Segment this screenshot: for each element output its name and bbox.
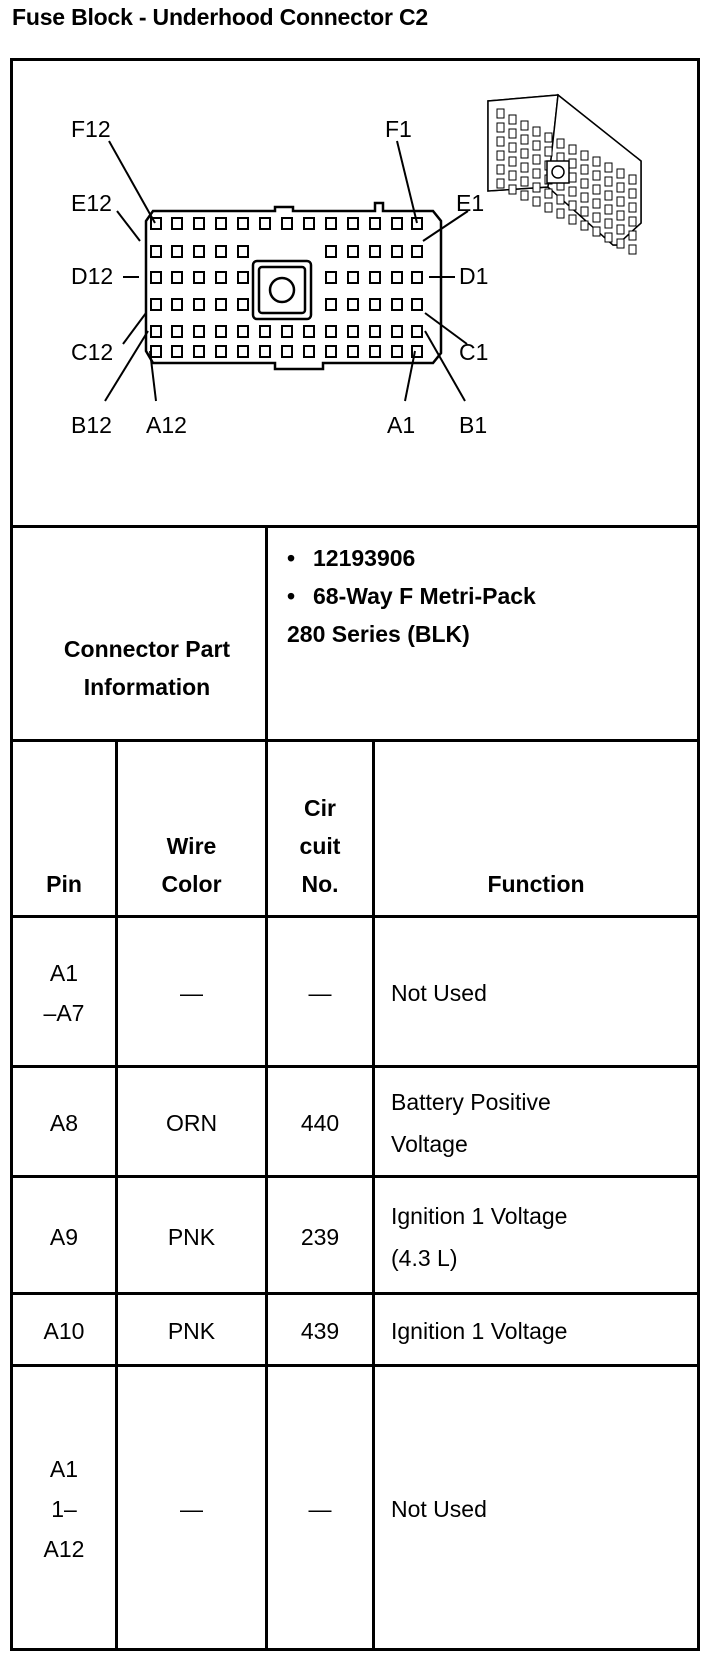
iso-pin-socket [569,215,576,224]
iso-pin-socket [569,159,576,168]
pin-socket [282,326,292,337]
iso-pin-socket [629,217,636,226]
pin-socket [392,346,402,357]
pin-socket [172,246,182,257]
pin-socket [172,299,182,310]
pin-socket [304,346,314,357]
function-line: Ignition 1 Voltage [391,1202,568,1229]
wire-color-value: PNK [167,1223,216,1250]
label-b12: B12 [71,412,112,438]
pin-socket [216,246,226,257]
pin-socket [194,346,204,357]
function-cell [375,1178,697,1295]
connector-document-frame [10,58,700,1651]
col-divider-3 [372,739,375,1651]
iso-pin-socket [617,225,624,234]
iso-pin-socket [569,187,576,196]
col-header-circuit-no [268,742,372,915]
circuit-cell [268,1068,372,1178]
iso-pin-socket [557,209,564,218]
pin-socket [326,246,336,257]
function-line: Voltage [391,1131,468,1157]
iso-pin-socket [557,195,564,204]
connector-face-diagram [13,61,697,551]
pin-socket [172,272,182,283]
iso-pin-socket [617,197,624,206]
pin-socket [412,272,422,283]
pin-socket [260,346,270,357]
iso-pin-socket [581,165,588,174]
label-e1: E1 [456,190,485,216]
label-f12: F12 [71,116,111,142]
iso-pin-socket [581,207,588,216]
pin-socket [151,326,161,337]
iso-pin-socket [605,191,612,200]
pin-socket [238,246,248,257]
iso-pin-socket [617,183,624,192]
pin-socket [326,346,336,357]
pin-cell [13,1367,115,1651]
col-header-cir-line3: No. [301,871,339,897]
pin-socket [172,218,182,229]
pin-socket [282,218,292,229]
wire-color-cell [118,1367,265,1651]
circuit-value: 239 [300,1223,340,1250]
function-line: Not Used [391,1496,487,1522]
connector-description-line2: 280 Series (BLK) [287,621,470,647]
iso-pin-socket [557,139,564,148]
pin-socket [370,346,380,357]
label-a12: A12 [146,412,187,438]
pin-line: A10 [43,1318,85,1344]
iso-pin-socket [617,169,624,178]
diagram-divider [13,525,697,528]
connector-housing [146,203,441,369]
col-header-pin [13,742,115,915]
function-line: (4.3 L) [391,1244,458,1271]
circuit-cell [268,1178,372,1295]
pin-socket [304,326,314,337]
pin-socket [348,246,358,257]
pin-socket [194,218,204,229]
iso-pin-socket [629,175,636,184]
iso-pin-socket [533,155,540,164]
iso-pin-socket [521,135,528,144]
iso-pin-socket [497,123,504,132]
pin-socket [282,346,292,357]
iso-pin-socket [509,157,516,166]
pin-socket [238,346,248,357]
iso-pin-socket [605,177,612,186]
circuit-value: 439 [300,1318,340,1344]
connector-pin-grid [151,218,422,357]
pin-socket [348,299,358,310]
label-b1: B1 [459,412,488,438]
label-f1: F1 [385,116,412,142]
iso-pin-socket [509,143,516,152]
wire-color-cell [118,1295,265,1367]
pin-line: A12 [43,1536,85,1562]
function-cell [375,1068,697,1178]
iso-pin-socket [605,219,612,228]
connector-info-label-line1: Connector Part [63,636,231,662]
label-d12: D12 [71,263,114,289]
iso-pin-socket [533,197,540,206]
iso-pin-socket [509,171,516,180]
col-divider-1 [115,739,118,1651]
pin-socket [326,299,336,310]
pin-socket [370,218,380,229]
circuit-cell [268,918,372,1068]
pin-socket [151,299,161,310]
iso-pin-socket [605,205,612,214]
pin-socket [326,218,336,229]
iso-pin-socket [533,141,540,150]
pin-socket [326,272,336,283]
pin-socket [348,346,358,357]
connector-3d-illustration [488,95,641,254]
pin-socket [172,326,182,337]
connector-info-label-line2: Information [83,674,211,700]
circuit-cell [268,1295,372,1367]
iso-pin-socket [497,179,504,188]
pin-socket [392,272,402,283]
iso-pin-socket [593,227,600,236]
pin-socket [326,326,336,337]
iso-pin-socket [581,179,588,188]
iso-pin-socket [593,213,600,222]
pin-socket [392,246,402,257]
iso-pin-socket [593,199,600,208]
function-cell [375,1367,697,1651]
iso-pin-socket [545,189,552,198]
pin-socket [304,218,314,229]
wire-color-value: PNK [167,1318,216,1344]
iso-pin-socket [509,129,516,138]
iso-pin-socket [593,171,600,180]
pin-socket [216,299,226,310]
iso-pin-socket [521,149,528,158]
info-divider [265,525,268,741]
part-number: 12193906 [313,545,416,571]
iso-pin-socket [509,185,516,194]
iso-pin-socket [497,137,504,146]
pin-cell [13,1295,115,1367]
iso-pin-socket [545,203,552,212]
circuit-value: — [308,1496,332,1522]
pin-line: A8 [49,1110,79,1136]
wire-color-cell [118,1068,265,1178]
pin-socket [348,218,358,229]
pin-socket [216,346,226,357]
part-number-row [275,539,689,577]
bullet-icon: • [287,583,296,609]
col-header-pin-text: Pin [46,871,82,897]
iso-pin-socket [521,121,528,130]
pin-socket [151,246,161,257]
wire-color-value: ORN [165,1110,218,1136]
col-header-wire-line2: Color [161,871,222,897]
function-cell [375,1295,697,1367]
circuit-cell [268,1367,372,1651]
pin-line: A9 [49,1223,79,1250]
function-line: Ignition 1 Voltage [391,1318,568,1344]
wire-color-cell [118,918,265,1068]
pin-line: –A7 [43,1000,85,1026]
label-c12: C12 [71,339,114,365]
wire-color-cell [118,1178,265,1295]
pin-socket [260,326,270,337]
pin-socket [348,326,358,337]
iso-pin-socket [569,145,576,154]
bullet-icon: • [287,545,296,571]
iso-pin-socket [521,163,528,172]
pin-value [44,1311,85,1351]
iso-pin-socket [617,211,624,220]
pin-cell [13,1178,115,1295]
pin-socket [238,272,248,283]
col-divider-2 [265,739,268,1651]
function-cell [375,918,697,1068]
pin-line: A1 [49,960,79,986]
pin-socket [194,246,204,257]
col-header-wire-color [118,742,265,915]
iso-pin-socket [617,239,624,248]
label-e12: E12 [71,190,112,216]
iso-pin-socket [629,245,636,254]
pin-socket [412,326,422,337]
iso-pin-socket [509,115,516,124]
pin-socket [194,326,204,337]
iso-pin-socket [581,221,588,230]
connector-info-details [275,539,689,653]
iso-pin-socket [629,231,636,240]
label-c1: C1 [459,339,489,365]
pin-socket [370,326,380,337]
pin-socket [238,299,248,310]
pin-value [50,1217,78,1257]
col-header-wire-line1: Wire [166,833,217,859]
page-title: Fuse Block - Underhood Connector C2 [12,4,428,30]
col-header-function [375,742,697,915]
iso-pin-socket [593,185,600,194]
pin-socket [216,218,226,229]
pin-socket [216,326,226,337]
pin-socket [216,272,226,283]
pin-socket [151,346,161,357]
iso-pin-socket [533,183,540,192]
iso-pin-socket [629,203,636,212]
iso-pin-socket [581,151,588,160]
circuit-value: — [308,980,332,1006]
pin-cell [13,918,115,1068]
wire-color-value: — [180,980,203,1006]
pin-socket [412,299,422,310]
function-line: Not Used [391,980,487,1006]
iso-pin-socket [533,127,540,136]
pin-socket [392,326,402,337]
pin-socket [238,326,248,337]
pin-value [44,1449,85,1569]
function-line: Battery Positive [391,1089,551,1115]
pin-socket [370,272,380,283]
pin-value [44,953,85,1033]
iso-pin-socket [605,233,612,242]
iso-pin-socket [569,173,576,182]
pin-cell [13,1068,115,1178]
iso-pin-socket [629,189,636,198]
pin-socket [392,299,402,310]
iso-pin-socket [521,191,528,200]
pin-socket [151,272,161,283]
iso-pin-socket [497,151,504,160]
iso-pin-socket [593,157,600,166]
col-header-cir-line1: Cir [304,795,336,821]
pin-socket [370,299,380,310]
iso-pin-socket [581,193,588,202]
pin-line: A1 [49,1456,79,1482]
wire-color-value: — [180,1496,203,1522]
iso-pin-socket [545,133,552,142]
circuit-value: 440 [300,1110,340,1136]
pin-value [50,1103,78,1143]
iso-pin-socket [569,201,576,210]
connector-description-line1: 68-Way F Metri-Pack [313,583,536,609]
iso-pin-socket [545,147,552,156]
col-header-cir-line2: cuit [299,833,341,859]
pin-socket [172,346,182,357]
iso-pin-socket [497,165,504,174]
description-row [275,577,689,615]
pin-socket [370,246,380,257]
label-d1: D1 [459,263,489,289]
pin-socket [260,218,270,229]
pin-line: 1– [51,1496,77,1522]
pin-socket [194,272,204,283]
pin-socket [348,272,358,283]
iso-pin-socket [521,177,528,186]
label-a1: A1 [387,412,416,438]
pin-socket [392,218,402,229]
col-header-function-text: Function [487,871,585,897]
iso-pin-socket [497,109,504,118]
pin-socket [412,246,422,257]
iso-pin-socket [605,163,612,172]
iso-pin-socket [533,169,540,178]
pin-socket [238,218,248,229]
pin-socket [194,299,204,310]
